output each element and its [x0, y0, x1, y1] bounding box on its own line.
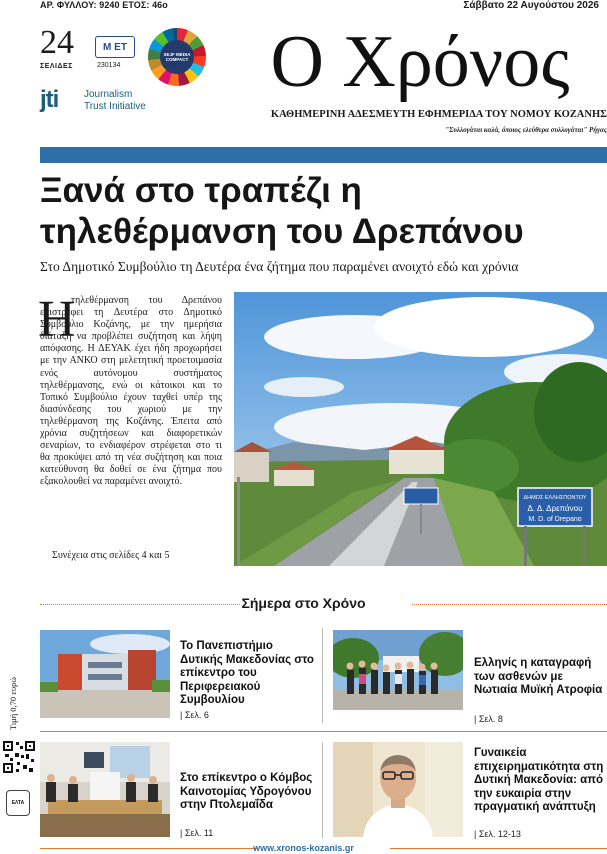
met-registry-number: 230134: [97, 62, 121, 69]
teaser-title-2[interactable]: Ελληνίς η καταγραφή των ασθενών με Νωτιαία Μυϊκή Ατροφία: [474, 657, 603, 696]
section-title: Σήμερα στο Χρόνο: [241, 595, 366, 611]
cover-price: Τιμή 0,70 ευρώ: [8, 677, 18, 730]
footer-website-link[interactable]: www.xronos-kozanis.gr: [253, 843, 354, 853]
issue-number: ΑΡ. ΦΥΛΛΟΥ: 9240 ΕΤΟΣ: 46ο: [40, 0, 168, 10]
teaser-page-1: | Σελ. 6: [180, 710, 209, 720]
masthead-tagline: ΚΑΘΗΜΕΡΙΝΗ ΑΔΕΣΜΕΥΤΗ ΕΦΗΜΕΡΙΔΑ ΤΟΥ ΝΟΜΟΥ ΚΟΖΑΝΗΣ: [270, 109, 607, 120]
teaser-page-2: | Σελ. 8: [474, 714, 503, 724]
jti-logo: jti: [40, 86, 59, 113]
page-count-number: 24: [40, 24, 74, 61]
sign-municipality: ΔΗΜΟΣ ΕΛΛΗΣΠΟΝΤΟΥ: [523, 495, 587, 501]
lead-headline[interactable]: Ξανά στο τραπέζι η τηλεθέρμανση του Δρεπάνου: [40, 171, 524, 251]
elta-logo: ΕΛΤΑ: [6, 790, 30, 816]
masthead-title: Ο Χρόνος: [270, 21, 570, 103]
lead-dropcap: Η: [38, 291, 76, 348]
met-registry-logo: Μ ET: [95, 36, 135, 58]
sign-village-greek: Δ. Δ. Δρεπάνου: [527, 504, 583, 513]
teaser-divider-top: [322, 628, 323, 723]
teaser-photo-1-scene: [40, 630, 170, 718]
teaser-page-3: | Σελ. 11: [180, 828, 214, 838]
teaser-photo-4-scene: [333, 742, 463, 837]
teaser-title-3[interactable]: Στο επίκεντρο ο Κόμβος Καινοτομίας Υδρογόνου στην Πτολεμαΐδα: [180, 772, 313, 811]
teaser-photo-2-scene: [333, 630, 463, 710]
page-count-label: ΣΕΛΙΔΕΣ: [40, 63, 73, 70]
lead-continued-link[interactable]: Συνέχεια στις σελίδες 4 και 5: [52, 550, 170, 561]
lead-subhead: Στο Δημοτικό Συμβούλιο τη Δευτέρα ένα ζήτημα που παραμένει ανοιχτό εδώ και χρόνια: [40, 259, 519, 274]
teaser-photo-1[interactable]: [40, 630, 170, 718]
teaser-photo-3-scene: [40, 742, 170, 837]
lead-photo[interactable]: [234, 292, 607, 566]
masthead-motto: "Συλλογάται καλά, όποιος ελεύθερα συλλογάται" Ρήγας: [445, 126, 607, 134]
teaser-title-4[interactable]: Γυναικεία επιχειρηματικότητα στη Δυτική Μακεδονία: από την ευκαιρία στην πραγματική ανάπτυξη: [474, 747, 604, 813]
teaser-divider-bottom: [322, 742, 323, 838]
sign-village-latin: M. D. of Drepano: [528, 516, 582, 523]
header-divider-bar: [40, 147, 607, 163]
teaser-photo-2[interactable]: [333, 630, 463, 710]
jti-line-2: Trust Initiative: [84, 101, 146, 112]
qr-code-icon[interactable]: [2, 740, 36, 774]
teaser-row-divider: [40, 731, 607, 732]
teaser-page-4: | Σελ. 12-13: [474, 829, 521, 839]
teaser-photo-4[interactable]: [333, 742, 463, 837]
jti-logo-text: [84, 89, 146, 113]
teaser-title-1[interactable]: Το Πανεπιστήμιο Δυτικής Μακεδονίας στο επίκεντρο του Περιφερειακού Συμβουλίου: [180, 640, 314, 706]
issue-date: Σάββατο 22 Αυγούστου 2026: [463, 0, 599, 11]
lead-body: τηλεθέρμανση του Δρεπάνου επιστρέφει τη Δευτέρα στο Δημοτικό Συμβούλιο Κοζάνης, με την ημερήσια διάταξη να προβλέπει συζήτηση και λήψη απόφασης. Η ΔΕΥΑΚ έχει ήδη προχωρήσει με την ΑΝΚΟ στη μελετητική προετοιμασία ενός αυτόνομου συστήματος τηλεθέρμανσης, ενώ οι κάτοικοι και το Τοπικό Συμβούλιο έχουν ταχθεί υπέρ της διασύνδεσης του χωριού με την τηλεθέρμανση της Κοζάνης. Έπειτα από χρόνια συζητήσεων και διαφορετικών σεναρίων, το ενδιαφέρον στρέφεται στο τι θα προκύψει από τη νέα συζήτηση και ποια κατεύθυνση θα δοθεί σε ένα ζήτημα που εξακολουθεί να παραμένει ανοιχτό.: [40, 295, 222, 488]
teaser-photo-3[interactable]: [40, 742, 170, 837]
sdg-badge-text: SEJF MEDIA COMPACT: [160, 40, 194, 74]
lead-photo-scene: [234, 292, 607, 566]
jti-line-1: Journalism: [84, 89, 133, 100]
